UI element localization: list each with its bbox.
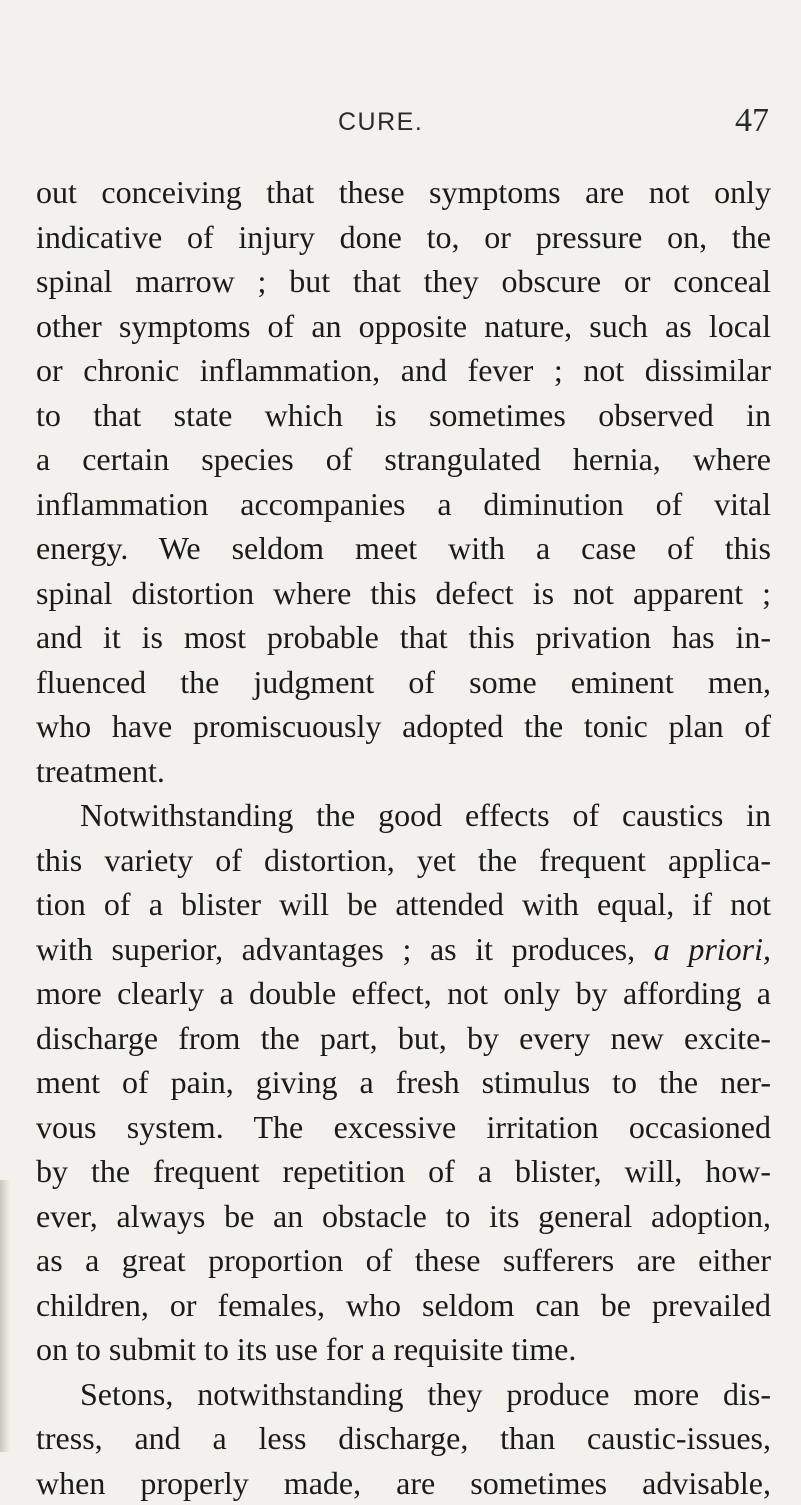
- text-line: energy. We seldom meet with a case of this: [36, 526, 771, 571]
- binding-shadow: [0, 1180, 10, 1452]
- text-line: to that state which is sometimes observed in: [36, 393, 771, 438]
- text-segment: with superior, advantages ; as it produces,: [36, 931, 635, 967]
- paragraph-start-line: Setons, notwithstanding they produce more dis-: [36, 1372, 771, 1417]
- text-line: on to submit to its use for a requisite time.: [36, 1327, 771, 1372]
- page-number: 47: [735, 102, 769, 140]
- text-line: fluenced the judgment of some eminent men,: [36, 660, 771, 705]
- page-header: [36, 108, 771, 152]
- text-line: this variety of distortion, yet the frequent applica-: [36, 838, 771, 883]
- text-line: by the frequent repetition of a blister, will, how-: [36, 1149, 771, 1194]
- text-line: and it is most probable that this privation has in-: [36, 615, 771, 660]
- italic-term: a priori,: [654, 931, 771, 967]
- text-line: indicative of injury done to, or pressure on, the: [36, 215, 771, 260]
- text-line: spinal distortion where this defect is not apparent ;: [36, 571, 771, 616]
- text-line: who have promiscuously adopted the tonic plan of: [36, 704, 771, 749]
- text-line: tion of a blister will be attended with equal, if not: [36, 882, 771, 927]
- text-line: when properly made, are sometimes advisable,: [36, 1461, 771, 1505]
- running-title: CURE.: [338, 108, 423, 137]
- text-line: treatment.: [36, 749, 771, 794]
- text-line: as a great proportion of these sufferers are either: [36, 1238, 771, 1283]
- text-line: spinal marrow ; but that they obscure or conceal: [36, 259, 771, 304]
- text-line: or chronic inflammation, and fever ; not dissimilar: [36, 348, 771, 393]
- body-text: [36, 170, 771, 1505]
- text-line: discharge from the part, but, by every new excite-: [36, 1016, 771, 1061]
- text-line: out conceiving that these symptoms are not only: [36, 170, 771, 215]
- text-line: ever, always be an obstacle to its general adoption,: [36, 1194, 771, 1239]
- text-line: inflammation accompanies a diminution of vital: [36, 482, 771, 527]
- text-line: a certain species of strangulated hernia, where: [36, 437, 771, 482]
- paragraph-start-line: Notwithstanding the good effects of caustics in: [36, 793, 771, 838]
- text-line: vous system. The excessive irritation occasioned: [36, 1105, 771, 1150]
- text-line-with-italic: [36, 927, 771, 972]
- text-line: other symptoms of an opposite nature, such as local: [36, 304, 771, 349]
- text-line: more clearly a double effect, not only by affording a: [36, 971, 771, 1016]
- text-line: tress, and a less discharge, than caustic-issues,: [36, 1416, 771, 1461]
- text-line: ment of pain, giving a fresh stimulus to the ner-: [36, 1060, 771, 1105]
- text-line: children, or females, who seldom can be prevailed: [36, 1283, 771, 1328]
